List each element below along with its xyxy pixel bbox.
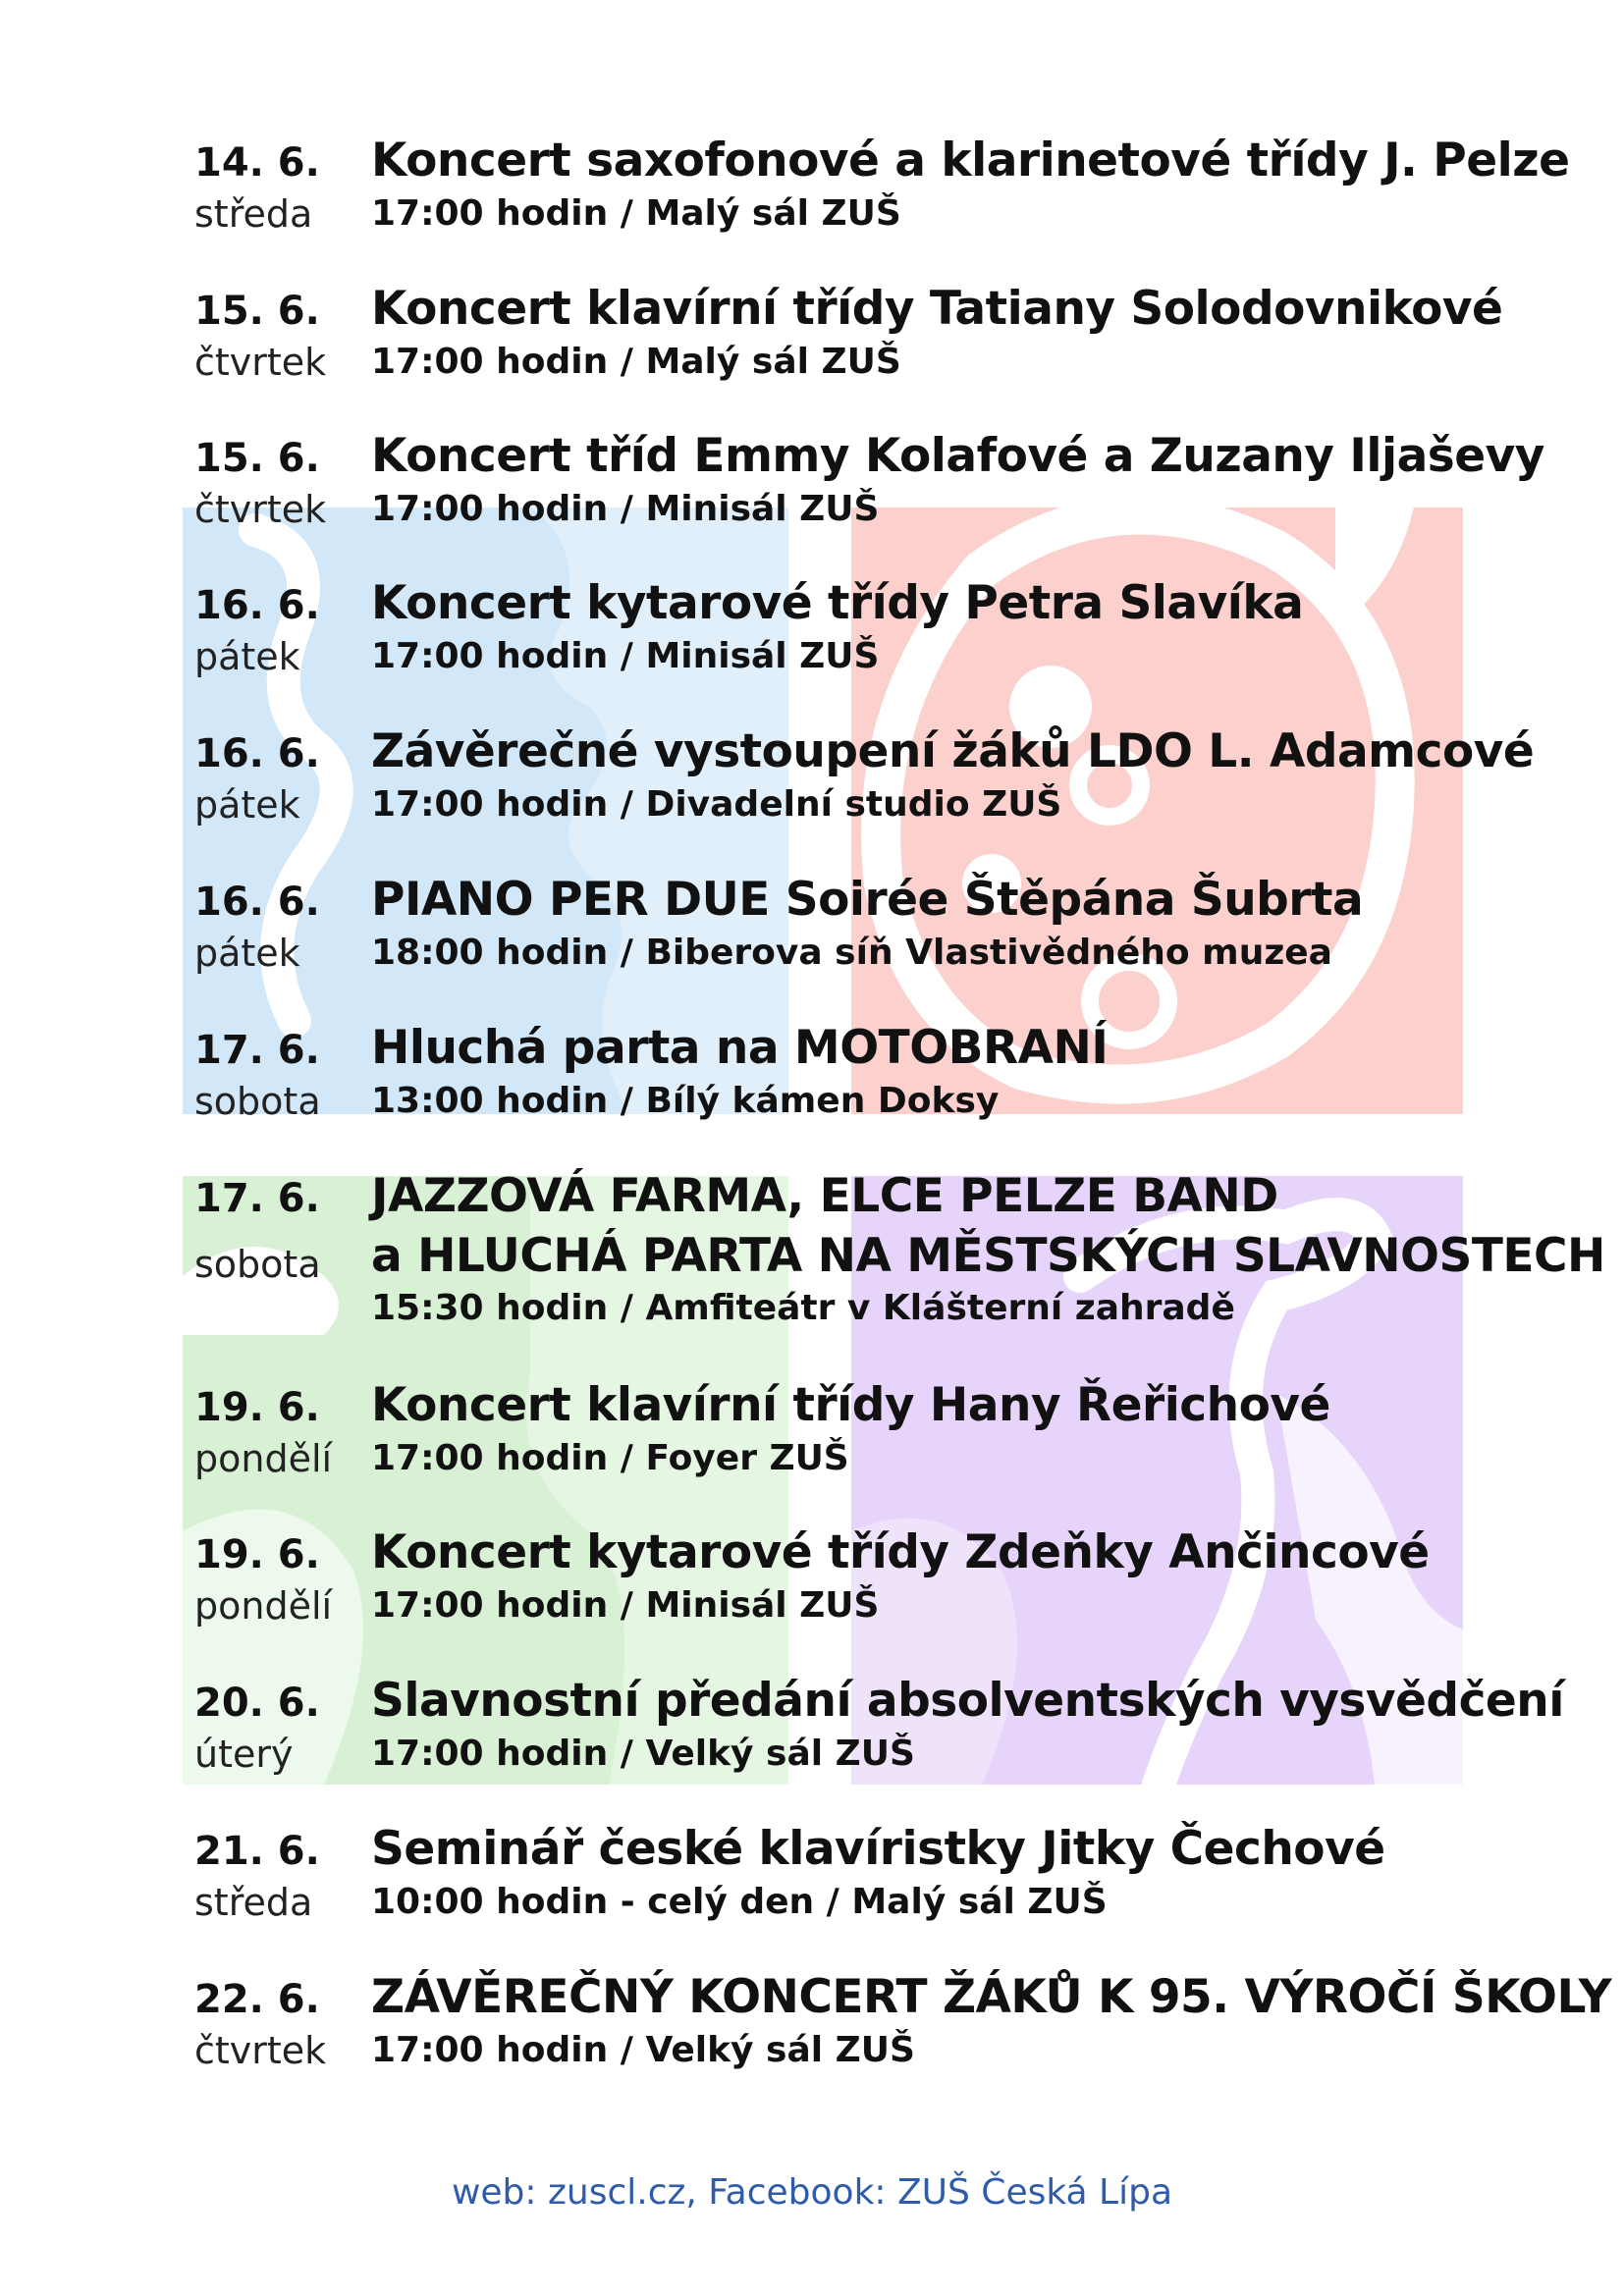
event-detail: 17:00 hodin / Minisál ZUŠ (371, 636, 880, 676)
event-date: 14. 6. (194, 140, 320, 186)
event-day: pondělí (194, 1437, 333, 1480)
event-title: Koncert tříd Emmy Kolafové a Zuzany Iljaševy (371, 429, 1544, 483)
event-day: středa (194, 1881, 313, 1924)
event-date: 22. 6. (194, 1977, 320, 2022)
event-date: 17. 6. (194, 1176, 320, 1221)
event-day: pátek (194, 932, 300, 975)
event-detail: 17:00 hodin / Malý sál ZUŠ (371, 193, 901, 234)
event-detail: 17:00 hodin / Velký sál ZUŠ (371, 2030, 915, 2070)
event-date: 21. 6. (194, 1829, 320, 1874)
event-day: pondělí (194, 1584, 333, 1628)
event-title: Závěrečné vystoupení žáků LDO L. Adamcové (371, 724, 1535, 778)
event-date: 15. 6. (194, 436, 320, 481)
event-date: 17. 6. (194, 1028, 320, 1073)
event-title: PIANO PER DUE Soirée Štěpána Šubrta (371, 873, 1364, 927)
event-detail: 17:00 hodin / Minisál ZUŠ (371, 489, 880, 529)
event-title: ZÁVĚREČNÝ KONCERT ŽÁKŮ K 95. VÝROČÍ ŠKOLY (371, 1970, 1612, 2024)
event-title: Koncert kytarové třídy Petra Slavíka (371, 576, 1304, 630)
event-day: úterý (194, 1733, 294, 1776)
event-detail: 17:00 hodin / Minisál ZUŠ (371, 1585, 880, 1626)
event-title-line2: a HLUCHÁ PARTA NA MĚSTSKÝCH SLAVNOSTECH (371, 1229, 1605, 1283)
event-day: čtvrtek (194, 341, 327, 384)
event-date: 20. 6. (194, 1681, 320, 1726)
event-day: sobota (194, 1243, 321, 1286)
event-detail: 17:00 hodin / Divadelní studio ZUŠ (371, 784, 1062, 825)
event-day: pátek (194, 783, 300, 827)
event-title: Koncert klavírní třídy Tatiany Solodovnikové (371, 282, 1503, 336)
event-detail: 10:00 hodin - celý den / Malý sál ZUŠ (371, 1882, 1108, 1922)
event-detail: 13:00 hodin / Bílý kámen Doksy (371, 1081, 1000, 1121)
event-date: 19. 6. (194, 1385, 320, 1430)
event-date: 16. 6. (194, 880, 320, 925)
footer-web-links[interactable]: web: zuscl.cz, Facebook: ZUŠ Česká Lípa (451, 2172, 1173, 2213)
event-title: Seminář české klavíristky Jitky Čechové (371, 1822, 1385, 1876)
event-date: 16. 6. (194, 731, 320, 776)
event-day: pátek (194, 635, 300, 678)
event-detail: 17:00 hodin / Velký sál ZUŠ (371, 1734, 915, 1774)
event-detail: 15:30 hodin / Amfiteátr v Klášterní zahradě (371, 1288, 1235, 1328)
event-date: 16. 6. (194, 583, 320, 628)
event-date: 15. 6. (194, 289, 320, 334)
event-day: středa (194, 192, 313, 236)
event-detail: 18:00 hodin / Biberova síň Vlastivědného muzea (371, 933, 1332, 973)
event-date: 19. 6. (194, 1532, 320, 1577)
event-day: čtvrtek (194, 2029, 327, 2072)
event-title: Hluchá parta na MOTOBRANÍ (371, 1021, 1109, 1075)
event-title: JAZZOVÁ FARMA, ELCE PELZE BAND (371, 1169, 1278, 1223)
event-title: Koncert saxofonové a klarinetové třídy J. Pelze (371, 133, 1570, 187)
event-day: sobota (194, 1080, 321, 1123)
event-title: Koncert kytarové třídy Zdeňky Ančincové (371, 1525, 1430, 1579)
event-detail: 17:00 hodin / Foyer ZUŠ (371, 1438, 849, 1478)
event-detail: 17:00 hodin / Malý sál ZUŠ (371, 342, 901, 382)
event-title: Slavnostní předání absolventských vysvědčení (371, 1674, 1564, 1728)
event-day: čtvrtek (194, 488, 327, 531)
event-title: Koncert klavírní třídy Hany Řeřichové (371, 1378, 1330, 1432)
